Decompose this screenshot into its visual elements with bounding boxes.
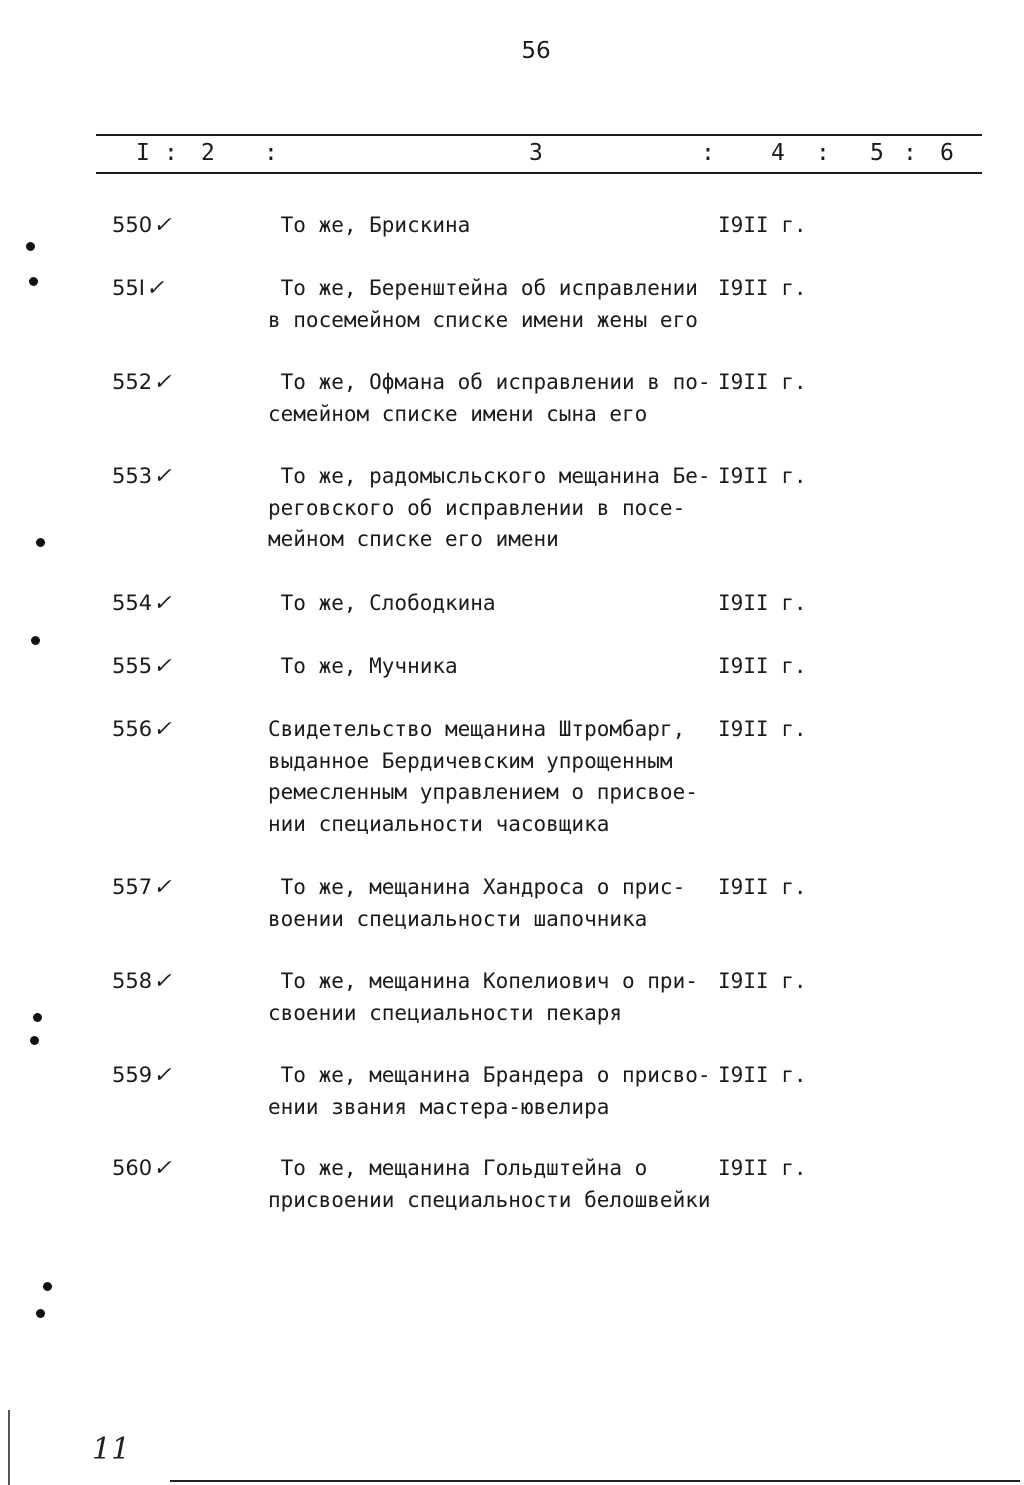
page-edge-line	[8, 1410, 10, 1485]
column-1-header: I	[136, 140, 150, 166]
page-number: 56	[521, 38, 551, 64]
punch-hole-mark	[36, 1309, 45, 1318]
entry-number: 560	[112, 1156, 153, 1180]
entry-number-cell	[112, 714, 172, 745]
checkmark-icon: ✓	[153, 464, 172, 489]
checkmark-icon: ✓	[153, 213, 172, 238]
entry-description-line: присвоении специальности белошвейки	[268, 1187, 711, 1212]
entry-year: I9II г.	[718, 654, 807, 678]
entry-description-line: То же, радомысльского мещанина Бе-	[268, 464, 711, 488]
entry-description-line: То же, Брискина	[268, 213, 471, 237]
checkmark-icon: ✓	[153, 875, 172, 900]
entry-number-cell	[112, 588, 172, 619]
checkmark-icon: ✓	[153, 1063, 172, 1088]
entry-description-line: в посемейном списке имени жены его	[268, 307, 698, 332]
entry-number: 553	[112, 464, 153, 488]
entry-description-line: семейном списке имени сына его	[268, 401, 648, 426]
entry-description-line: Свидетельство мещанина Штромбарг,	[268, 717, 686, 741]
column-3-header: 3	[529, 140, 543, 166]
entry-number-cell	[112, 210, 172, 241]
entry-description	[268, 273, 718, 336]
checkmark-icon: ✓	[153, 654, 172, 679]
punch-hole-mark	[31, 636, 40, 645]
entry-year: I9II г.	[718, 464, 807, 488]
entry-number: 552	[112, 370, 153, 394]
entry-year: I9II г.	[718, 370, 807, 394]
entry-description	[268, 714, 718, 840]
entry-number: 550	[112, 213, 153, 237]
column-separator: :	[264, 140, 278, 166]
entry-year: I9II г.	[718, 875, 807, 899]
entry-year: I9II г.	[718, 1063, 807, 1087]
entry-description-line: То же, Беренштейна об исправлении	[268, 276, 698, 300]
entry-description-line: мейном списке его имени	[268, 527, 559, 551]
punch-hole-mark	[33, 1013, 42, 1022]
entry-description	[268, 1060, 718, 1123]
entry-description-line: То же, мещанина Копелиович о при-	[268, 969, 698, 993]
entry-year: I9II г.	[718, 969, 807, 993]
entry-number-cell	[112, 1153, 172, 1184]
entry-description-line: То же, Мучника	[268, 654, 458, 678]
entry-number-cell	[112, 966, 172, 997]
column-separator: :	[816, 140, 830, 166]
table-header-bottom-rule	[96, 172, 982, 174]
entry-year: I9II г.	[718, 213, 807, 237]
entry-description-line: ении звания мастера-ювелира	[268, 1094, 610, 1119]
entry-description-line: ремесленным управлением о присвое-	[268, 780, 698, 804]
entry-description-line: То же, мещанина Хандроса о прис-	[268, 875, 686, 899]
entry-description-line: То же, мещанина Гольдштейна о	[268, 1156, 648, 1180]
entry-number-cell	[112, 651, 172, 682]
column-5-header: 5	[870, 140, 884, 166]
entry-number: 557	[112, 875, 153, 899]
entry-description	[268, 966, 718, 1029]
folio-handwritten-mark: 11	[92, 1432, 131, 1467]
entry-number-cell	[112, 872, 172, 903]
entry-number-cell	[112, 273, 164, 304]
column-separator: :	[903, 140, 917, 166]
checkmark-icon: ✓	[145, 276, 165, 301]
entry-description	[268, 1153, 718, 1216]
checkmark-icon: ✓	[153, 717, 172, 742]
entry-number-cell	[112, 367, 172, 398]
entry-year: I9II г.	[718, 1156, 807, 1180]
entry-description	[268, 210, 718, 242]
column-separator: :	[701, 140, 715, 166]
entry-year: I9II г.	[718, 591, 807, 615]
entry-description-line: нии специальности часовщика	[268, 811, 610, 836]
entry-description-line: То же, мещанина Брандера о присво-	[268, 1063, 711, 1087]
checkmark-icon: ✓	[153, 370, 172, 395]
entry-year: I9II г.	[718, 717, 807, 741]
entry-number-cell	[112, 1060, 172, 1091]
entry-description-line: реговского об исправлении в посе-	[268, 495, 686, 520]
punch-hole-mark	[29, 277, 38, 286]
column-6-header: 6	[940, 140, 954, 166]
entry-description	[268, 651, 718, 683]
punch-hole-mark	[30, 1036, 39, 1045]
entry-number-cell	[112, 461, 172, 492]
punch-hole-mark	[36, 538, 45, 547]
entry-description-line: То же, Слободкина	[268, 591, 496, 615]
page-bottom-edge	[170, 1480, 1020, 1482]
entry-number: 559	[112, 1063, 153, 1087]
entry-description	[268, 588, 718, 620]
entry-description-line: выданное Бердичевским упрощенным	[268, 748, 673, 773]
entry-number: 555	[112, 654, 153, 678]
table-header-top-rule	[96, 134, 982, 136]
checkmark-icon: ✓	[153, 591, 172, 616]
entry-description-line: воении специальности шапочника	[268, 906, 648, 931]
entry-number: 55I	[112, 276, 145, 300]
column-separator: :	[164, 140, 178, 166]
column-4-header: 4	[771, 140, 785, 166]
entry-description	[268, 461, 718, 556]
entry-description	[268, 367, 718, 430]
entry-year: I9II г.	[718, 276, 807, 300]
entry-number: 554	[112, 591, 153, 615]
entry-number: 558	[112, 969, 153, 993]
entry-number: 556	[112, 717, 153, 741]
entry-description-line: То же, Офмана об исправлении в по-	[268, 370, 711, 394]
punch-hole-mark	[26, 242, 35, 251]
punch-hole-mark	[43, 1282, 52, 1291]
column-2-header: 2	[201, 140, 215, 166]
entry-description	[268, 872, 718, 935]
checkmark-icon: ✓	[153, 1156, 172, 1181]
checkmark-icon: ✓	[153, 969, 172, 994]
entry-description-line: своении специальности пекаря	[268, 1000, 623, 1025]
